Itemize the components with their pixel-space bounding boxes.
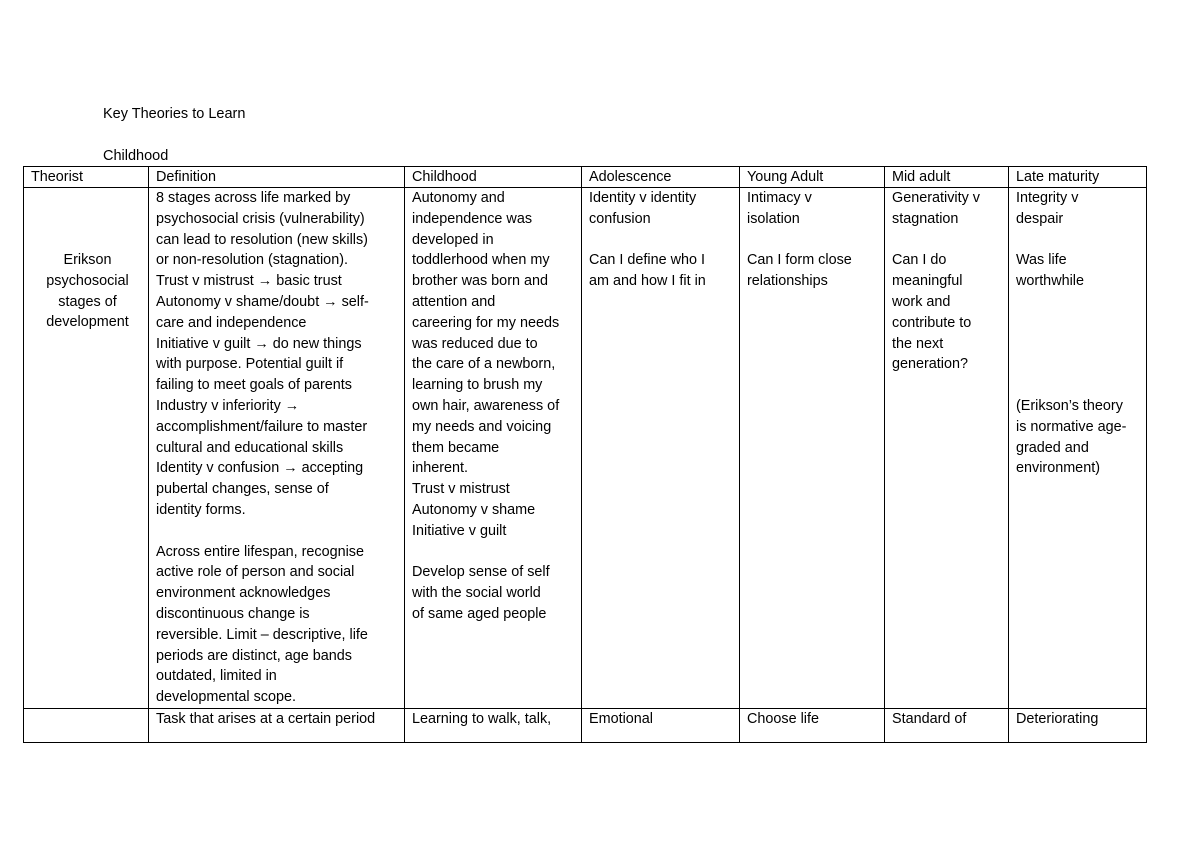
definition-cell: Task that arises at a certain period xyxy=(149,708,405,742)
childhood-cell: Learning to walk, talk, xyxy=(405,708,582,742)
theorist-cell: Erikson psychosocial stages of development xyxy=(24,188,149,709)
theories-table xyxy=(23,166,1147,743)
header-childhood: Childhood xyxy=(405,167,582,188)
mid-adult-cell: Generativity v stagnation Can I do meaningful work and contribute to the next generation? xyxy=(885,188,1009,709)
page-title: Key Theories to Learn xyxy=(103,106,246,122)
header-late-maturity: Late maturity xyxy=(1009,167,1147,188)
theorist-cell xyxy=(24,708,149,742)
header-adolescence: Adolescence xyxy=(582,167,740,188)
table-header-row xyxy=(24,167,1147,188)
young-adult-cell: Intimacy v isolation Can I form close relationships xyxy=(740,188,885,709)
header-definition: Definition xyxy=(149,167,405,188)
late-maturity-cell: Integrity v despair Was life worthwhile (Erikson’s theory is normative age- graded and environment) xyxy=(1009,188,1147,709)
mid-adult-cell: Standard of xyxy=(885,708,1009,742)
adolescence-cell: Emotional xyxy=(582,708,740,742)
childhood-cell: Autonomy and independence was developed in toddlerhood when my brother was born and attention and careering for my needs was reduced due to the care of a newborn, learning to brush my own hair, awareness of my needs and voicing them became inherent. Trust v mistrust Autonomy v shame Initiative v guilt Develop sense of self with the social world of same aged people xyxy=(405,188,582,709)
adolescence-cell: Identity v identity confusion Can I define who I am and how I fit in xyxy=(582,188,740,709)
late-maturity-cell: Deteriorating xyxy=(1009,708,1147,742)
young-adult-cell: Choose life xyxy=(740,708,885,742)
header-young-adult: Young Adult xyxy=(740,167,885,188)
section-title: Childhood xyxy=(103,148,169,164)
table-row xyxy=(24,188,1147,709)
header-theorist: Theorist xyxy=(24,167,149,188)
header-mid-adult: Mid adult xyxy=(885,167,1009,188)
definition-cell: 8 stages across life marked by psychosocial crisis (vulnerability) can lead to resolution (new skills) or non-resolution (stagnation). Trust v mistrust → basic trust Autonomy v shame/doubt → self- care and independence Initiative v guilt → do new things with purpose. Potential guilt if failing to meet goals of parents Industry v inferiority → accomplishment/failure to master cultural and educational skills Identity v confusion → accepting pubertal changes, sense of identity forms. Across entire lifespan, recognise active role of person and social environment acknowledges discontinuous change is reversible. Limit – descriptive, life periods are distinct, age bands outdated, limited in developmental scope. xyxy=(149,188,405,709)
table-row xyxy=(24,708,1147,742)
